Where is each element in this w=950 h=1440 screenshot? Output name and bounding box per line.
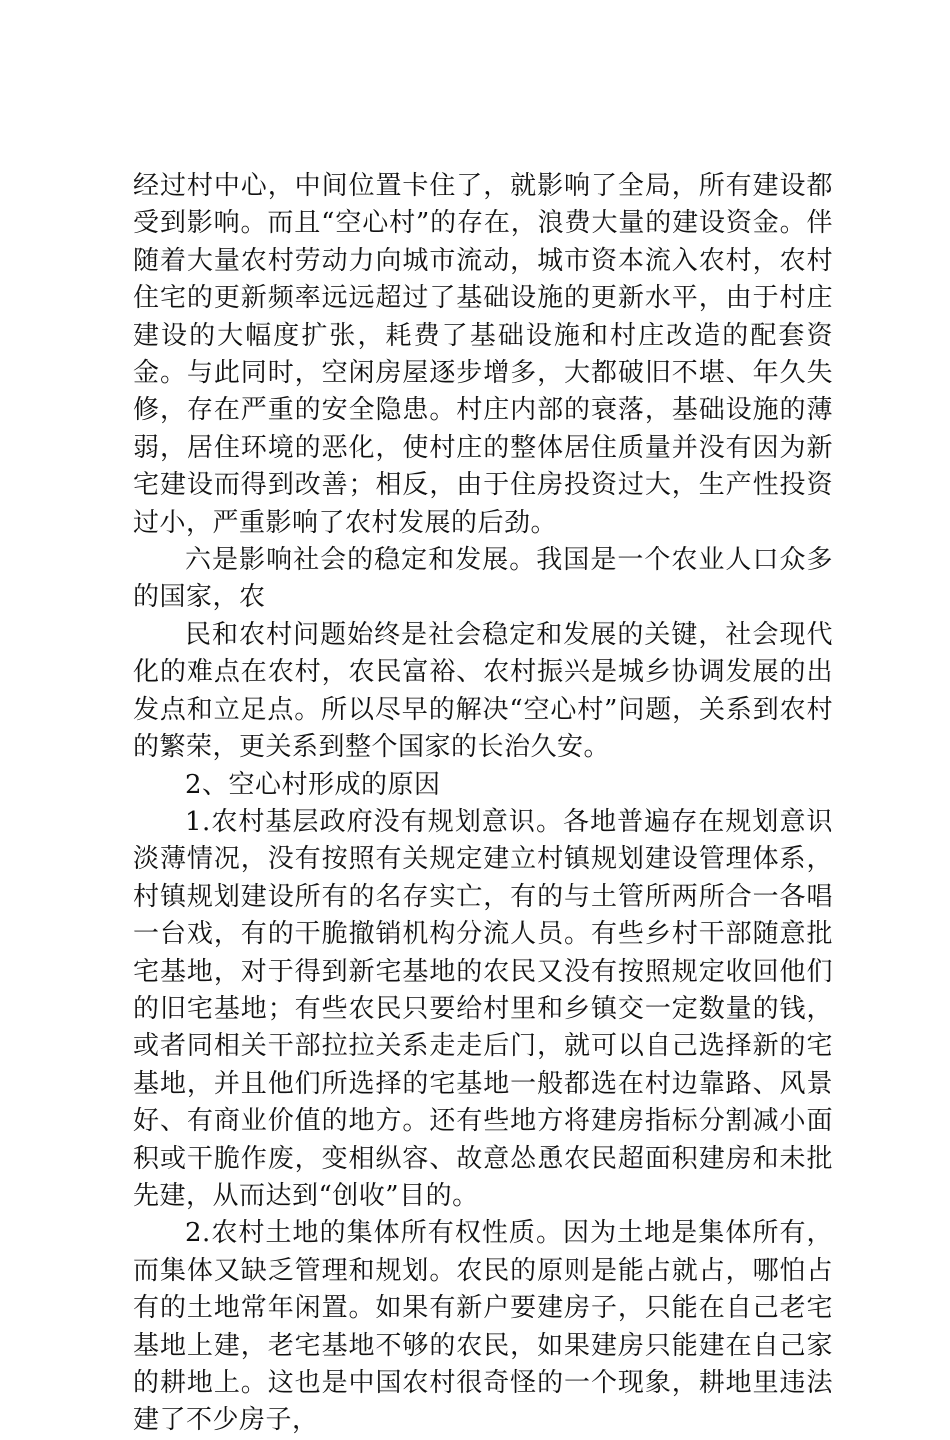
document-body [133, 168, 833, 1440]
paragraph-cause-one-planning: 1.农村基层政府没有规划意识。各地普遍存在规划意识淡薄情况，没有按照有关规定建立村镇规划建设管理体系，村镇规划建设所有的名存实亡，有的与土管所两所合一各唱一台戏，有的干脆撤销机构分流人员。有些乡村干部随意批宅基地，对于得到新宅基地的农民又没有按照规定收回他们的旧宅基地；有些农民只要给村里和乡镇交一定数量的钱，或者同相关干部拉拉关系走走后门，就可以自己选择新的宅基地，并且他们所选择的宅基地一般都选在村边靠路、风景好、有商业价值的地方。还有些地方将建房指标分割减小面积或干脆作废，变相纵容、故意怂恿农民超面积建房和未批先建，从而达到“创收”目的。 [133, 806, 833, 1211]
section-heading-causes: 2、空心村形成的原因 [185, 769, 441, 800]
paragraph-hollow-village-impact-funds: 经过村中心，中间位置卡住了，就影响了全局，所有建设都受到影响。而且“空心村”的存在，浪费大量的建设资金。伴随着大量农村劳动力向城市流动，城市资本流入农村，农村住宅的更新频率远远超过了基础设施的更新水平，由于村庄建设的大幅度扩张，耗费了基础设施和村庄改造的配套资金。与此同时，空闲房屋逐步增多，大都破旧不堪、年久失修，存在严重的安全隐患。村庄内部的衰落，基础设施的薄弱，居住环境的恶化，使村庄的整体居住质量并没有因为新宅建设而得到改善；相反，由于住房投资过大，生产性投资过小，严重影响了农村发展的后劲。 [133, 171, 833, 538]
paragraph-cause-two-collective-ownership: 2.农村土地的集体所有权性质。因为土地是集体所有，而集体又缺乏管理和规划。农民的原则是能占就占，哪怕占有的土地常年闲置。如果有新户要建房子，只能在自己老宅基地上建，老宅基地不够的农民，如果建房只能建在自己家的耕地上。这也是中国农村很奇怪的一个现象，耕地里违法建了不少房子， [133, 1218, 833, 1436]
paragraph-point-six-social-stability: 六是影响社会的稳定和发展。我国是一个农业人口众多的国家，农 [133, 545, 833, 613]
paragraph-farmers-rural-issues: 民和农村问题始终是社会稳定和发展的关键，社会现代化的难点在农村，农民富裕、农村振兴是城乡协调发展的出发点和立足点。所以尽早的解决“空心村”问题，关系到农村的繁荣，更关系到整个国家的长治久安。 [133, 619, 833, 763]
